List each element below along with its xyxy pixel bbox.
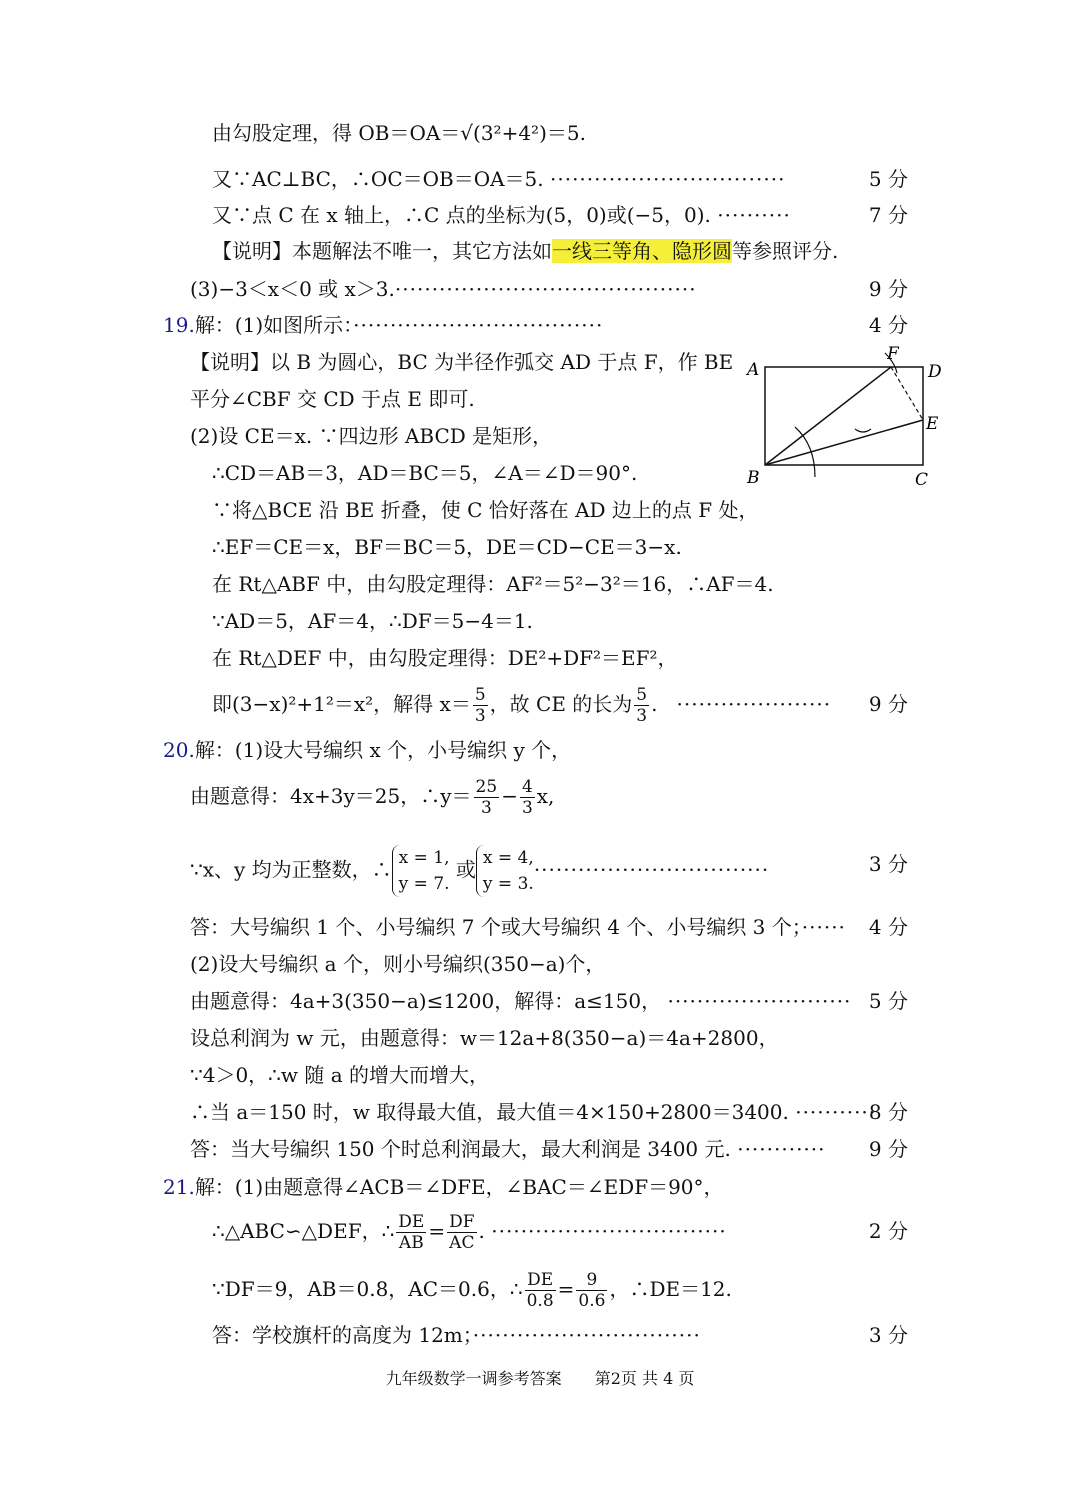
leader-dots: ························· xyxy=(667,989,852,1013)
text: 或 xyxy=(455,857,476,882)
question-number-20: 20. xyxy=(163,738,195,762)
text: 又∵AC⊥BC，∴OC＝OB＝OA＝5. xyxy=(212,167,544,191)
score-3: 3 分 xyxy=(868,852,908,876)
line-rect-sides: ∴CD＝AB＝3，AD＝BC＝5，∠A＝∠D＝90°. xyxy=(212,461,638,485)
question-number-19: 19. xyxy=(163,313,195,337)
text: 即(3−x)²+1²＝x²，解得 x＝ xyxy=(212,692,471,716)
leader-dots: ··········· xyxy=(795,1100,877,1124)
text: ∴△ABC∽△DEF，∴ xyxy=(212,1219,395,1243)
text: x, xyxy=(536,784,555,808)
question-number-21: 21. xyxy=(163,1175,195,1199)
leader-dots: ·································· xyxy=(353,313,604,337)
highlighted-text: 一线三等角、隐形圆 xyxy=(552,239,732,263)
leader-dots: ································ xyxy=(533,857,770,882)
leader-dots: ······························· xyxy=(472,1323,701,1347)
label-b: B xyxy=(747,468,760,488)
fraction-5-3: $\frac{5}{3}$ xyxy=(474,685,486,726)
score-4: 4 分 xyxy=(868,313,908,337)
q20-line xyxy=(163,735,571,765)
fraction-5-3: $\frac{5}{3}$ xyxy=(636,685,648,726)
text: 又∵点 C 在 x 轴上，∴C 点的坐标为(5，0)或(−5，0). xyxy=(212,203,711,227)
text: 答：学校旗杆的高度为 12m； xyxy=(212,1323,473,1347)
fraction-4-3: $\frac{4}{3}$ xyxy=(521,777,533,818)
text: 解：(1)由题意得∠ACB＝∠DFE，∠BAC＝∠EDF＝90°， xyxy=(194,1175,724,1199)
score-3: 3 分 xyxy=(868,1323,908,1347)
fraction-9-0.6: $\frac{9}{0.6}$ xyxy=(578,1270,606,1311)
label-a: A xyxy=(747,360,760,380)
rectangle-fold-figure xyxy=(745,345,945,490)
line-answer1 xyxy=(190,912,846,942)
text: 等参照评分. xyxy=(732,239,839,263)
line-note19: 【说明】以 B 为圆心，BC 为半径作弧交 AD 于点 F，作 BE xyxy=(190,350,734,374)
leader-dots: ········································· xyxy=(394,277,697,301)
line-ef: ∴EF＝CE＝x，BF＝BC＝5，DE＝CD−CE＝3−x. xyxy=(212,535,682,559)
line-answer2 xyxy=(190,1134,826,1164)
q21-line xyxy=(163,1172,724,1202)
system-2: x = 4, y = 3. xyxy=(476,845,534,897)
line-similar: ∴△ABC∽△DEF，∴ $\frac{DE}{AB}$ = $\frac{DF}{AC}$ . ································ xyxy=(212,1212,727,1253)
page-number: 第2页 共 4 页 xyxy=(594,1369,695,1388)
text: 解：(1)如图所示： xyxy=(194,313,354,337)
footer-title: 九年级数学一调参考答案 xyxy=(385,1369,562,1388)
text: 由题意得：4a+3(350−a)≤1200，解得：a≤150， xyxy=(190,989,662,1013)
text: 答：大号编织 1 个、小号编织 7 个或大号编织 4 个、小号编织 3 个； xyxy=(190,915,802,939)
line-c-coordinate xyxy=(212,200,791,230)
line-abf: 在 Rt△ABF 中，由勾股定理得：AF²＝5²−3²＝16，∴AF＝4. xyxy=(212,572,774,596)
fraction-de-ab: $\frac{DE}{AB}$ xyxy=(398,1212,425,1253)
line-inequality xyxy=(190,986,851,1016)
line-increasing: ∵4＞0，∴w 随 a 的增大而增大， xyxy=(190,1063,490,1087)
score-7: 7 分 xyxy=(868,203,908,227)
leader-dots: ·········· xyxy=(717,203,791,227)
label-e: E xyxy=(926,414,939,434)
bisector-arc xyxy=(855,429,871,432)
score-9: 9 分 xyxy=(868,692,908,716)
line-def: 在 Rt△DEF 中，由勾股定理得：DE²+DF²＝EF²， xyxy=(212,646,678,670)
fraction-df-ac: $\frac{DF}{AC}$ xyxy=(449,1212,475,1253)
leader-dots: ································ xyxy=(550,167,786,191)
score-9: 9 分 xyxy=(868,1137,908,1161)
text: 由题意得：4x+3y＝25，∴y＝ xyxy=(190,784,472,808)
leader-dots: ······ xyxy=(801,915,846,939)
leader-dots: ································ xyxy=(491,1219,727,1243)
text: 答：当大号编织 150 个时总利润最大，最大利润是 3400 元. xyxy=(190,1137,731,1161)
line-set-a: (2)设大号编织 a 个，则小号编织(350−a)个， xyxy=(190,952,606,976)
line-oc-equal xyxy=(212,164,785,194)
score-9: 9 分 xyxy=(868,277,908,301)
line-pythagoras: 由勾股定理，得 OB＝OA＝√(3²+4²)＝5. xyxy=(212,121,586,145)
line-profit: 设总利润为 w 元，由题意得：w＝12a+8(350−a)＝4a+2800， xyxy=(190,1026,779,1050)
segment-bf xyxy=(765,367,891,465)
line-answer3 xyxy=(212,1320,701,1350)
score-5: 5 分 xyxy=(868,167,908,191)
line-part3 xyxy=(190,274,697,304)
segment-fe-dashed xyxy=(891,367,923,420)
line-integer-solutions xyxy=(190,845,769,897)
line-note xyxy=(212,236,838,266)
text: 解：(1)设大号编织 x 个，小号编织 y 个， xyxy=(194,738,572,762)
score-2: 2 分 xyxy=(868,1219,908,1243)
leader-dots: ············ xyxy=(737,1137,826,1161)
system-1: x = 1, y = 7. xyxy=(392,845,450,897)
label-f: F xyxy=(887,345,899,364)
text: 【说明】本题解法不唯一，其它方法如 xyxy=(212,239,552,263)
line-equation: 由题意得：4x+3y＝25，∴y＝ $\frac{25}{3}$ − $\frac{4}{3}$ x, xyxy=(190,777,555,818)
text: (3)−3＜x＜0 或 x＞3. xyxy=(190,277,395,301)
text: . xyxy=(478,1219,485,1243)
line-bisect: 平分∠CBF 交 CD 于点 E 即可. xyxy=(190,387,475,411)
line-max xyxy=(190,1097,876,1127)
score-5: 5 分 xyxy=(868,989,908,1013)
page-footer xyxy=(0,1366,1080,1389)
fraction-de-0.8: $\frac{DE}{0.8}$ xyxy=(526,1270,554,1311)
text: ，故 CE 的长为 xyxy=(489,692,633,716)
segment-be xyxy=(765,420,923,465)
leader-dots: ····················· xyxy=(676,692,832,716)
line-fold: ∵将△BCE 沿 BE 折叠，使 C 恰好落在 AD 边上的点 F 处， xyxy=(212,498,759,522)
line-df: ∵AD＝5，AF＝4，∴DF＝5−4＝1. xyxy=(212,609,533,633)
text: ，∴DE＝12. xyxy=(609,1277,732,1301)
score-4: 4 分 xyxy=(868,915,908,939)
line-solve-x: 即(3−x)²+1²＝x²，解得 x＝ $\frac{5}{3}$ ，故 CE 的长为 $\frac{5}{3}$ . ····················· xyxy=(212,685,832,726)
q19-line xyxy=(163,310,603,340)
text: ∵DF＝9，AB＝0.8，AC＝0.6，∴ xyxy=(212,1277,523,1301)
score-8: 8 分 xyxy=(868,1100,908,1124)
text: ∵x、y 均为正整数，∴ xyxy=(190,857,392,882)
label-c: C xyxy=(915,470,929,490)
label-d: D xyxy=(928,362,942,382)
text: ∴当 a＝150 时，w 取得最大值，最大值＝4×150+2800＝3400. xyxy=(190,1100,789,1124)
fraction-25-3: $\frac{25}{3}$ xyxy=(475,777,498,818)
line-set-ce: (2)设 CE＝x. ∵四边形 ABCD 是矩形， xyxy=(190,424,553,448)
line-compute-de: ∵DF＝9，AB＝0.8，AC＝0.6，∴ $\frac{DE}{0.8}$ = $\frac{9}{0.6}$ ，∴DE＝12. xyxy=(212,1270,732,1311)
